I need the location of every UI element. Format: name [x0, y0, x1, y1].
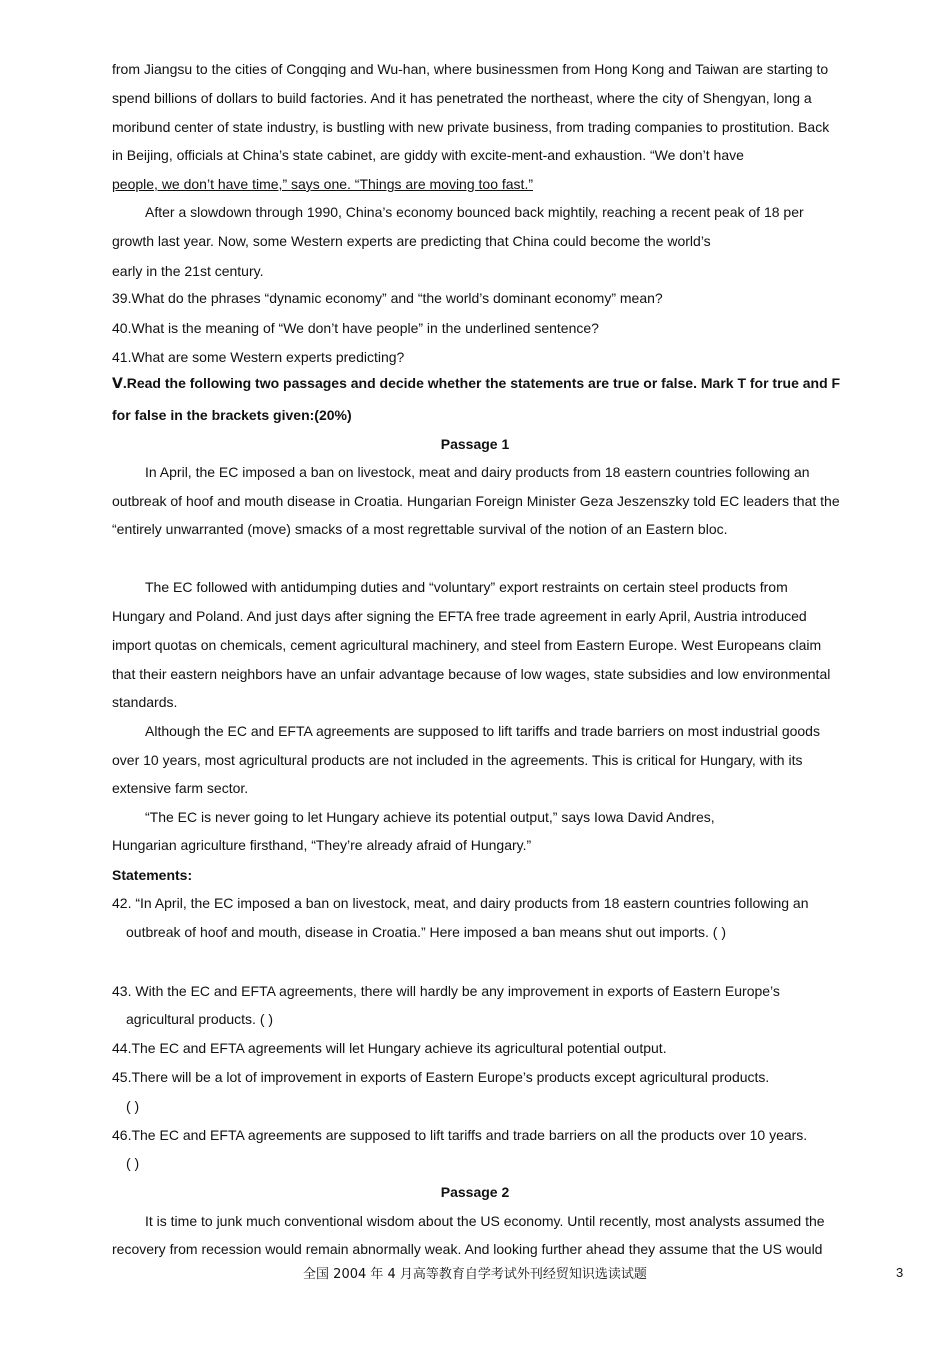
text-line: “entirely unwarranted (move) smacks of a most regrettable survival of the notion of an Eastern bloc. [112, 521, 728, 537]
text-line: extensive farm sector. [112, 780, 249, 796]
text-line: early in the 21st century. [112, 263, 264, 279]
statement-45-bracket: ( ) [126, 1098, 140, 1114]
statement-42-cont: outbreak of hoof and mouth, disease in Croatia.” Here imposed a ban means shut out imports. ( ) [126, 924, 726, 940]
text-line: In April, the EC imposed a ban on livestock, meat and dairy products from 18 eastern countries following an [145, 464, 810, 480]
passage-1-title: Passage 1 [440, 436, 510, 452]
passage-2-title: Passage 2 [440, 1184, 510, 1200]
text-line: standards. [112, 694, 178, 710]
text-line: moribund center of state industry, is bustling with new private business, from trading companies to prostitution. Back [112, 119, 830, 135]
page-number: 3 [896, 1265, 904, 1280]
text-line: over 10 years, most agricultural products are not included in the agreements. This is critical for Hungary, with its [112, 752, 803, 768]
statement-42: 42. “In April, the EC imposed a ban on livestock, meat, and dairy products from 18 eastern countries following an [112, 895, 809, 911]
text-line: Hungary and Poland. And just days after signing the EFTA free trade agreement in early April, Austria introduced [112, 608, 807, 624]
statement-46-bracket: ( ) [126, 1155, 140, 1171]
text-line: in Beijing, officials at China’s state cabinet, are giddy with excite-ment-and exhaustion. “We don’t have [112, 147, 744, 163]
statement-46: 46.The EC and EFTA agreements are supposed to lift tariffs and trade barriers on all the products over 10 years. [112, 1127, 808, 1143]
question-41: 41.What are some Western experts predicting? [112, 349, 405, 365]
statement-44: 44.The EC and EFTA agreements will let Hungary achieve its agricultural potential output. [112, 1040, 667, 1056]
statement-43: 43. With the EC and EFTA agreements, there will hardly be any improvement in exports of Eastern Europe’s [112, 983, 780, 999]
underlined-sentence: people, we don’t have time,” says one. “Things are moving too fast.” [112, 176, 533, 192]
text-line: Although the EC and EFTA agreements are supposed to lift tariffs and trade barriers on most industrial goods [145, 723, 820, 739]
text-line: outbreak of hoof and mouth disease in Croatia. Hungarian Foreign Minister Geza Jeszenszky told EC leaders that the [112, 493, 840, 509]
section-heading: Ⅴ.Read the following two passages and decide whether the statements are true or false. Mark T for true and F [112, 375, 841, 391]
section-heading: for false in the brackets given:(20%) [112, 407, 352, 423]
page-footer: 全国 2004 年 4 月高等教育自学考试外刊经贸知识选读试题 [303, 1267, 647, 1282]
text-line: import quotas on chemicals, cement agricultural machinery, and steel from Eastern Europe. West Europeans claim [112, 637, 822, 653]
question-39: 39.What do the phrases “dynamic economy” and “the world’s dominant economy” mean? [112, 290, 663, 306]
text-line: from Jiangsu to the cities of Congqing and Wu-han, where businessmen from Hong Kong and Taiwan are starting to [112, 61, 829, 77]
statement-43-cont: agricultural products. ( ) [126, 1011, 274, 1027]
statement-45: 45.There will be a lot of improvement in exports of Eastern Europe’s products except agricultural products. [112, 1069, 770, 1085]
statements-heading: Statements: [112, 867, 193, 883]
question-40: 40.What is the meaning of “We don’t have people” in the underlined sentence? [112, 320, 599, 336]
text-line: It is time to junk much conventional wisdom about the US economy. Until recently, most analysts assumed the [145, 1213, 825, 1229]
text-line: spend billions of dollars to build factories. And it has penetrated the northeast, where the city of Shengyan, long a [112, 90, 812, 106]
text-line: that their eastern neighbors have an unfair advantage because of low wages, state subsidies and low environmental [112, 666, 831, 682]
text-line: recovery from recession would remain abnormally weak. And looking further ahead they assume that the US would [112, 1241, 823, 1257]
text-line: The EC followed with antidumping duties and “voluntary” export restraints on certain steel products from [145, 579, 788, 595]
text-line: Hungarian agriculture firsthand, “They’re already afraid of Hungary.” [112, 837, 532, 853]
text-line: After a slowdown through 1990, China’s economy bounced back mightily, reaching a recent peak of 18 per [145, 204, 804, 220]
text-line: “The EC is never going to let Hungary achieve its potential output,” says Iowa David Andres, [145, 809, 715, 825]
text-line: growth last year. Now, some Western experts are predicting that China could become the world’s [112, 233, 711, 249]
